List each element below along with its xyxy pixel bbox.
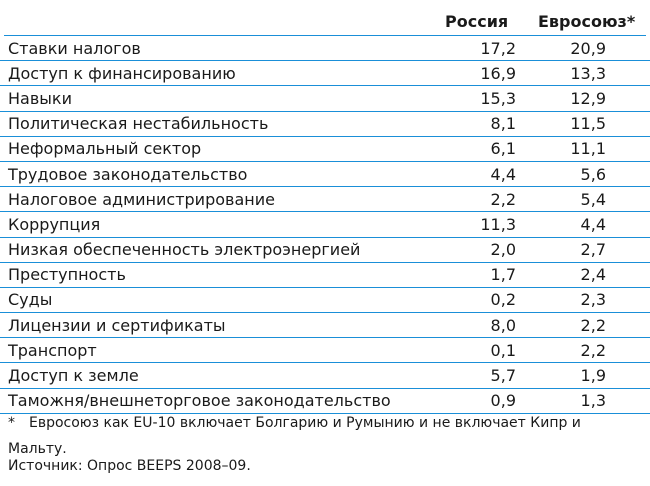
russia-value: 2,0 [426, 237, 516, 262]
russia-value: 16,9 [426, 61, 516, 86]
russia-value: 8,0 [426, 313, 516, 338]
row-spacer [606, 187, 650, 212]
russia-value: 4,4 [426, 161, 516, 186]
row-spacer [606, 86, 650, 111]
row-spacer [606, 338, 650, 363]
table-row [0, 136, 650, 161]
row-label: Неформальный сектор [0, 136, 426, 161]
table-header [0, 8, 650, 36]
row-label: Лицензии и сертификаты [0, 313, 426, 338]
eu-value: 2,2 [516, 313, 606, 338]
row-label: Преступность [0, 262, 426, 287]
row-spacer [606, 136, 650, 161]
table-row [0, 363, 650, 388]
column-header-russia: Россия [445, 12, 509, 31]
eu-value: 5,4 [516, 187, 606, 212]
russia-value: 8,1 [426, 111, 516, 136]
eu-value: 2,3 [516, 287, 606, 312]
table-row [0, 313, 650, 338]
table-row [0, 338, 650, 363]
row-label: Коррупция [0, 212, 426, 237]
source-note: Источник: Опрос BEEPS 2008–09. [8, 458, 251, 474]
row-spacer [606, 313, 650, 338]
row-spacer [606, 212, 650, 237]
table-body [0, 36, 650, 413]
eu-value: 1,3 [516, 388, 606, 413]
row-label: Налоговое администрирование [0, 187, 426, 212]
row-spacer [606, 61, 650, 86]
table-row [0, 287, 650, 312]
row-spacer [606, 287, 650, 312]
russia-value: 2,2 [426, 187, 516, 212]
table-row [0, 36, 650, 61]
eu-value: 12,9 [516, 86, 606, 111]
row-label: Доступ к земле [0, 363, 426, 388]
eu-value: 2,7 [516, 237, 606, 262]
table-row [0, 111, 650, 136]
eu-value: 5,6 [516, 161, 606, 186]
russia-value: 0,2 [426, 287, 516, 312]
table-row [0, 187, 650, 212]
russia-value: 6,1 [426, 136, 516, 161]
eu-value: 11,1 [516, 136, 606, 161]
row-spacer [606, 262, 650, 287]
footnote-mark: * [8, 415, 15, 431]
table-row [0, 61, 650, 86]
table-row [0, 86, 650, 111]
russia-value: 5,7 [426, 363, 516, 388]
row-label: Навыки [0, 86, 426, 111]
row-label: Таможня/внешнеторговое законодательство [0, 388, 426, 413]
row-label: Ставки налогов [0, 36, 426, 61]
russia-value: 0,9 [426, 388, 516, 413]
row-label: Политическая нестабильность [0, 111, 426, 136]
row-spacer [606, 388, 650, 413]
table-row [0, 161, 650, 186]
russia-value: 1,7 [426, 262, 516, 287]
russia-value: 0,1 [426, 338, 516, 363]
row-label: Низкая обеспеченность электроэнергией [0, 237, 426, 262]
table-row [0, 212, 650, 237]
russia-value: 17,2 [426, 36, 516, 61]
data-table [0, 36, 650, 414]
table-row [0, 262, 650, 287]
eu-value: 1,9 [516, 363, 606, 388]
footnote [8, 410, 608, 462]
row-label: Суды [0, 287, 426, 312]
column-header-eu: Евросоюз* [538, 12, 636, 31]
eu-value: 20,9 [516, 36, 606, 61]
eu-value: 2,2 [516, 338, 606, 363]
row-spacer [606, 237, 650, 262]
row-label: Доступ к финансированию [0, 61, 426, 86]
eu-value: 2,4 [516, 262, 606, 287]
russia-value: 15,3 [426, 86, 516, 111]
row-spacer [606, 161, 650, 186]
russia-value: 11,3 [426, 212, 516, 237]
row-spacer [606, 36, 650, 61]
row-label: Трудовое законодательство [0, 161, 426, 186]
row-spacer [606, 363, 650, 388]
eu-value: 13,3 [516, 61, 606, 86]
eu-value: 4,4 [516, 212, 606, 237]
row-label: Транспорт [0, 338, 426, 363]
table-row [0, 237, 650, 262]
eu-value: 11,5 [516, 111, 606, 136]
footnote-text: Евросоюз как EU-10 включает Болгарию и Румынию и не включает Кипр и Мальту. [8, 415, 581, 457]
row-spacer [606, 111, 650, 136]
